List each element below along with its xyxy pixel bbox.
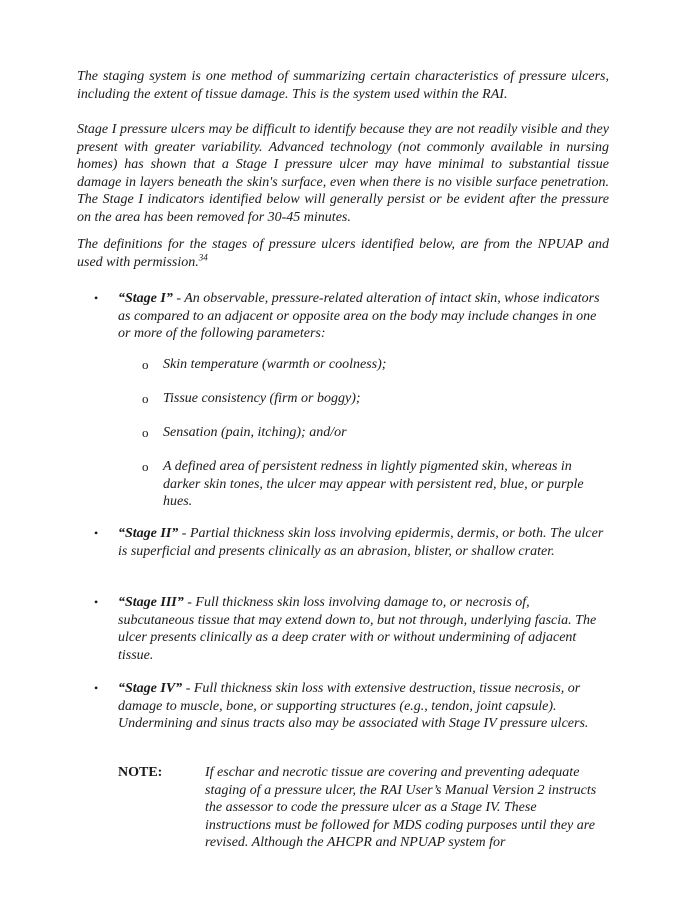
stage-1-item bbox=[118, 290, 604, 343]
parameter-item: Sensation (pain, itching); and/or bbox=[163, 425, 347, 440]
stage-3-term: “Stage III” bbox=[118, 595, 184, 610]
stage-3-item bbox=[118, 594, 604, 664]
stage-2-item bbox=[118, 525, 604, 560]
note-text: If eschar and necrotic tissue are covering and preventing adequate staging of a pressure ulcer, the RAI User’s Manual Version 2 instructs the assessor to code the pressure ulcer as a Stage IV. These instructions must be followed for MDS coding purposes until they are revised. Although the AHCPR and NPUAP system for bbox=[205, 765, 597, 851]
footnote-ref: 34 bbox=[198, 251, 208, 262]
circle-bullet-icon: o bbox=[142, 459, 149, 474]
circle-bullet-icon: o bbox=[142, 391, 149, 406]
stage-4-text: - Full thickness skin loss with extensive destruction, tissue necrosis, or damage to muscle, bone, or supporting structures (e.g., tendon, joint capsule). Undermining and sinus tracts also may be associated with Stage IV pressure ulcers. bbox=[118, 681, 589, 732]
parameter-item: A defined area of persistent redness in lightly pigmented skin, whereas in darker skin tones, the ulcer may appear with persistent red, blue, or purple hues. bbox=[163, 459, 584, 510]
stage-2-term: “Stage II” bbox=[118, 526, 179, 541]
definitions-text: The definitions for the stages of pressure ulcers identified below, are from the NPUAP and used with permission. bbox=[77, 237, 609, 270]
parameter-item: Skin temperature (warmth or coolness); bbox=[163, 357, 387, 372]
note-label: NOTE: bbox=[118, 765, 163, 780]
bullet-icon: • bbox=[94, 291, 99, 305]
circle-bullet-icon: o bbox=[142, 357, 149, 372]
stage-one-paragraph: Stage I pressure ulcers may be difficult to identify because they are not readily visible and they present with greater variability. Advanced technology (not commonly available in nursing homes) has shown that a Stage I pressure ulcer may have minimal to substantial tissue damage in layers beneath the skin's surface, even when there is no visible surface penetration. The Stage I indicators identified below will generally persist or be evident after the pressure on the area has been removed for 30-45 minutes. bbox=[77, 122, 609, 225]
bullet-icon: • bbox=[94, 526, 99, 540]
stage-1-term: “Stage I” bbox=[118, 291, 173, 306]
definitions-paragraph bbox=[77, 236, 609, 271]
intro-paragraph: The staging system is one method of summarizing certain characteristics of pressure ulcers, including the extent of tissue damage. This is the system used within the RAI. bbox=[77, 69, 609, 102]
stage-4-item bbox=[118, 680, 604, 733]
parameter-item: Tissue consistency (firm or boggy); bbox=[163, 391, 361, 406]
bullet-icon: • bbox=[94, 595, 99, 609]
stage-3-text: - Full thickness skin loss involving damage to, or necrosis of, subcutaneous tissue that may extend down to, but not through, underlying fascia. The ulcer presents clinically as a deep crater with or without undermining of adjacent tissue. bbox=[118, 595, 597, 663]
stage-2-text: - Partial thickness skin loss involving epidermis, dermis, or both. The ulcer is superficial and presents clinically as an abrasion, blister, or shallow crater. bbox=[118, 526, 604, 559]
bullet-icon: • bbox=[94, 681, 99, 695]
stage-4-term: “Stage IV” bbox=[118, 681, 183, 696]
stage-1-text: - An observable, pressure-related alteration of intact skin, whose indicators as compared to an adjacent or opposite area on the body may include changes in one or more of the following parameters: bbox=[118, 291, 600, 342]
circle-bullet-icon: o bbox=[142, 425, 149, 440]
